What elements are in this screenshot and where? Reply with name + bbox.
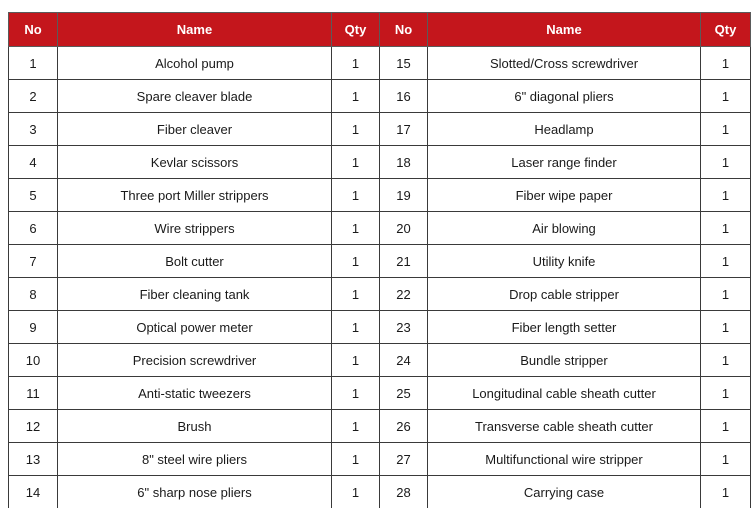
cell-no-left: 12 bbox=[9, 410, 58, 443]
cell-no-left: 2 bbox=[9, 80, 58, 113]
cell-name-left: 8" steel wire pliers bbox=[58, 443, 332, 476]
table-row bbox=[9, 245, 751, 278]
table-row bbox=[9, 80, 751, 113]
table-row bbox=[9, 179, 751, 212]
cell-name-right: Utility knife bbox=[428, 245, 701, 278]
tool-list-table-container bbox=[8, 12, 750, 508]
cell-qty-left: 1 bbox=[332, 377, 380, 410]
cell-qty-left: 1 bbox=[332, 311, 380, 344]
table-row bbox=[9, 377, 751, 410]
cell-qty-right: 1 bbox=[701, 245, 751, 278]
cell-qty-left: 1 bbox=[332, 278, 380, 311]
cell-qty-right: 1 bbox=[701, 344, 751, 377]
cell-no-right: 24 bbox=[380, 344, 428, 377]
cell-qty-right: 1 bbox=[701, 443, 751, 476]
cell-qty-left: 1 bbox=[332, 212, 380, 245]
cell-name-right: 6" diagonal pliers bbox=[428, 80, 701, 113]
cell-name-right: Air blowing bbox=[428, 212, 701, 245]
cell-name-right: Fiber length setter bbox=[428, 311, 701, 344]
cell-qty-right: 1 bbox=[701, 476, 751, 509]
header-no-left: No bbox=[9, 13, 58, 47]
table-row bbox=[9, 113, 751, 146]
cell-no-left: 5 bbox=[9, 179, 58, 212]
cell-name-right: Transverse cable sheath cutter bbox=[428, 410, 701, 443]
cell-no-right: 21 bbox=[380, 245, 428, 278]
cell-no-right: 15 bbox=[380, 47, 428, 80]
cell-name-right: Longitudinal cable sheath cutter bbox=[428, 377, 701, 410]
table-row bbox=[9, 410, 751, 443]
cell-no-left: 7 bbox=[9, 245, 58, 278]
cell-no-right: 16 bbox=[380, 80, 428, 113]
cell-qty-right: 1 bbox=[701, 179, 751, 212]
cell-no-right: 17 bbox=[380, 113, 428, 146]
cell-no-left: 4 bbox=[9, 146, 58, 179]
cell-name-right: Headlamp bbox=[428, 113, 701, 146]
cell-name-left: Wire strippers bbox=[58, 212, 332, 245]
table-row bbox=[9, 146, 751, 179]
cell-name-left: Kevlar scissors bbox=[58, 146, 332, 179]
cell-qty-right: 1 bbox=[701, 47, 751, 80]
cell-name-left: Brush bbox=[58, 410, 332, 443]
header-name-left: Name bbox=[58, 13, 332, 47]
cell-qty-left: 1 bbox=[332, 113, 380, 146]
table-row bbox=[9, 311, 751, 344]
cell-qty-left: 1 bbox=[332, 443, 380, 476]
table-body bbox=[9, 47, 751, 509]
cell-name-left: Anti-static tweezers bbox=[58, 377, 332, 410]
cell-name-right: Fiber wipe paper bbox=[428, 179, 701, 212]
cell-name-left: Fiber cleaver bbox=[58, 113, 332, 146]
cell-no-left: 8 bbox=[9, 278, 58, 311]
tool-list-table bbox=[8, 12, 751, 508]
cell-no-right: 26 bbox=[380, 410, 428, 443]
table-header bbox=[9, 13, 751, 47]
table-row bbox=[9, 212, 751, 245]
cell-qty-left: 1 bbox=[332, 47, 380, 80]
cell-no-left: 1 bbox=[9, 47, 58, 80]
header-qty-left: Qty bbox=[332, 13, 380, 47]
cell-name-right: Slotted/Cross screwdriver bbox=[428, 47, 701, 80]
cell-qty-right: 1 bbox=[701, 377, 751, 410]
cell-no-left: 6 bbox=[9, 212, 58, 245]
table-row bbox=[9, 476, 751, 509]
header-row bbox=[9, 13, 751, 47]
table-row bbox=[9, 344, 751, 377]
cell-no-right: 22 bbox=[380, 278, 428, 311]
cell-qty-right: 1 bbox=[701, 410, 751, 443]
cell-name-left: Bolt cutter bbox=[58, 245, 332, 278]
cell-name-right: Multifunctional wire stripper bbox=[428, 443, 701, 476]
cell-no-right: 19 bbox=[380, 179, 428, 212]
cell-no-left: 10 bbox=[9, 344, 58, 377]
cell-qty-left: 1 bbox=[332, 410, 380, 443]
cell-name-left: Alcohol pump bbox=[58, 47, 332, 80]
cell-no-right: 25 bbox=[380, 377, 428, 410]
cell-no-right: 28 bbox=[380, 476, 428, 509]
cell-name-right: Carrying case bbox=[428, 476, 701, 509]
cell-qty-right: 1 bbox=[701, 278, 751, 311]
cell-qty-left: 1 bbox=[332, 344, 380, 377]
cell-name-left: Spare cleaver blade bbox=[58, 80, 332, 113]
cell-no-left: 11 bbox=[9, 377, 58, 410]
cell-qty-right: 1 bbox=[701, 212, 751, 245]
cell-name-right: Drop cable stripper bbox=[428, 278, 701, 311]
header-no-right: No bbox=[380, 13, 428, 47]
cell-qty-right: 1 bbox=[701, 113, 751, 146]
cell-qty-right: 1 bbox=[701, 311, 751, 344]
cell-qty-left: 1 bbox=[332, 179, 380, 212]
cell-no-left: 14 bbox=[9, 476, 58, 509]
cell-no-right: 27 bbox=[380, 443, 428, 476]
cell-no-right: 20 bbox=[380, 212, 428, 245]
cell-qty-left: 1 bbox=[332, 476, 380, 509]
table-row bbox=[9, 278, 751, 311]
cell-qty-right: 1 bbox=[701, 146, 751, 179]
cell-name-left: Fiber cleaning tank bbox=[58, 278, 332, 311]
cell-qty-right: 1 bbox=[701, 80, 751, 113]
cell-name-right: Bundle stripper bbox=[428, 344, 701, 377]
header-name-right: Name bbox=[428, 13, 701, 47]
cell-no-right: 23 bbox=[380, 311, 428, 344]
cell-name-left: 6" sharp nose pliers bbox=[58, 476, 332, 509]
cell-name-left: Optical power meter bbox=[58, 311, 332, 344]
cell-name-left: Precision screwdriver bbox=[58, 344, 332, 377]
table-row bbox=[9, 47, 751, 80]
cell-no-left: 13 bbox=[9, 443, 58, 476]
cell-qty-left: 1 bbox=[332, 245, 380, 278]
cell-qty-left: 1 bbox=[332, 80, 380, 113]
cell-qty-left: 1 bbox=[332, 146, 380, 179]
table-row bbox=[9, 443, 751, 476]
cell-name-right: Laser range finder bbox=[428, 146, 701, 179]
cell-no-right: 18 bbox=[380, 146, 428, 179]
header-qty-right: Qty bbox=[701, 13, 751, 47]
cell-no-left: 9 bbox=[9, 311, 58, 344]
cell-name-left: Three port Miller strippers bbox=[58, 179, 332, 212]
cell-no-left: 3 bbox=[9, 113, 58, 146]
